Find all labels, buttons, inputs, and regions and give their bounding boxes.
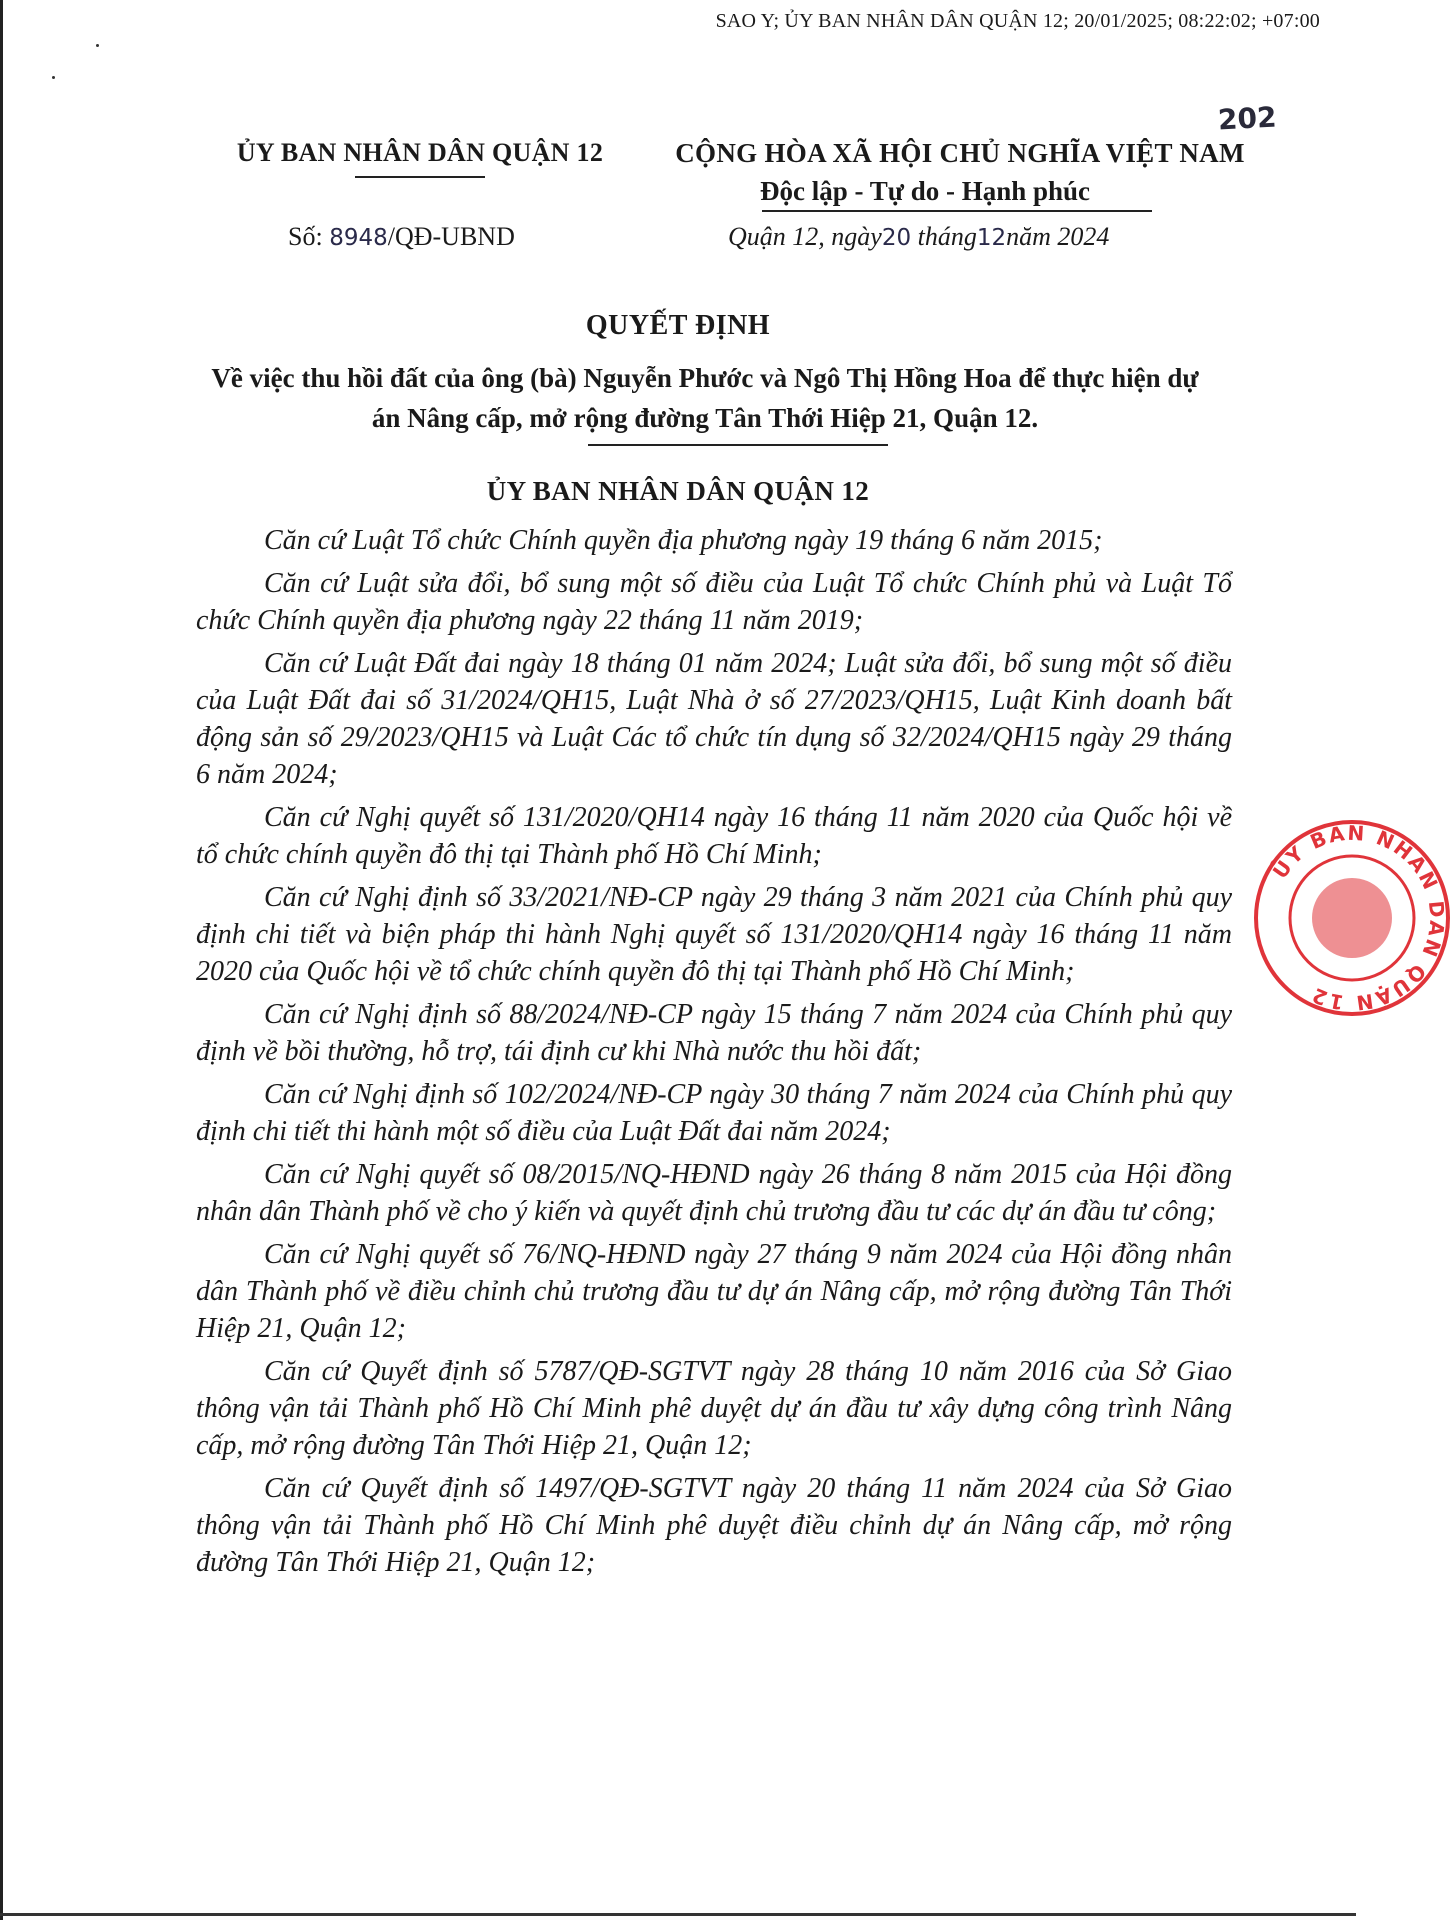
doc-number-handwritten: 8948 — [329, 225, 388, 251]
document-subject: Về việc thu hồi đất của ông (bà) Nguyễn Phước và Ngô Thị Hồng Hoa để thực hiện dự án Nâng cấp, mở rộng đường Tân Thới Hiệp 21, Quận 12. — [211, 363, 1199, 433]
doc-number-prefix: Số: — [288, 222, 323, 251]
national-motto: Độc lập - Tự do - Hạnh phúc — [760, 176, 1091, 206]
date-year: năm 2024 — [1006, 222, 1110, 251]
legal-basis-paragraph: Căn cứ Luật sửa đổi, bổ sung một số điều của Luật Tổ chức Chính phủ và Luật Tổ chức Chính quyền địa phương ngày 22 tháng 11 năm 2019; — [196, 568, 1232, 636]
motto-underline — [762, 210, 1152, 212]
national-title: CỘNG HÒA XÃ HỘI CHỦ NGHĨA VIỆT NAM — [675, 138, 1245, 168]
date-day-handwritten: 20 — [881, 225, 912, 251]
agency-name: ỦY BAN NHÂN DÂN QUẬN 12 — [236, 138, 604, 167]
scan-bottom-edge — [0, 1913, 1356, 1916]
legal-basis-paragraph: Căn cứ Nghị định số 88/2024/NĐ-CP ngày 15 tháng 7 năm 2024 của Chính phủ quy định về bồi thường, hỗ trợ, tái định cư khi Nhà nước thu hồi đất; — [196, 999, 1232, 1067]
date-month-handwritten: 12 — [976, 225, 1007, 251]
legal-basis-paragraph: Căn cứ Quyết định số 5787/QĐ-SGTVT ngày 28 tháng 10 năm 2016 của Sở Giao thông vận tải Thành phố Hồ Chí Minh phê duyệt dự án đầu tư xây dựng công trình Nâng cấp, mở rộng đường Tân Thới Hiệp 21, Quận 12; — [196, 1356, 1232, 1461]
copy-stamp: SAO Y; ỦY BAN NHÂN DÂN QUẬN 12; 20/01/2025; 08:22:02; +07:00 — [715, 10, 1320, 32]
legal-basis-paragraph: Căn cứ Nghị quyết số 131/2020/QH14 ngày 16 tháng 11 năm 2020 của Quốc hội về tổ chức chính quyền đô thị tại Thành phố Hồ Chí Minh; — [196, 802, 1232, 870]
national-block — [640, 138, 1280, 169]
date-prefix: Quận 12, ngày — [728, 222, 882, 251]
legal-basis-paragraph: Căn cứ Nghị quyết số 76/NQ-HĐND ngày 27 tháng 9 năm 2024 của Hội đồng nhân dân Thành phố về điều chỉnh chủ trương đầu tư dự án Nâng cấp, mở rộng đường Tân Thới Hiệp 21, Quận 12; — [196, 1239, 1232, 1344]
handwritten-page-mark: 202 — [1217, 100, 1278, 137]
legal-basis-paragraph: Căn cứ Nghị quyết số 08/2015/NQ-HĐND ngày 26 tháng 8 năm 2015 của Hội đồng nhân dân Thành phố về cho ý kiến và quyết định chủ trương đầu tư các dự án đầu tư công; — [196, 1159, 1232, 1227]
issuing-authority: ỦY BAN NHÂN DÂN QUẬN 12 — [486, 476, 870, 506]
legal-basis-paragraph: Căn cứ Luật Đất đai ngày 18 tháng 01 năm 2024; Luật sửa đổi, bổ sung một số điều của Luật Đất đai số 31/2024/QH15, Luật Nhà ở số 27/2023/QH15, Luật Kinh doanh bất động sản số 29/2023/QH15 và Luật Các tổ chức tín dụng số 32/2024/QH15 ngày 29 tháng 6 năm 2024; — [196, 648, 1232, 790]
document-date — [728, 222, 1109, 252]
seal-emblem — [1312, 878, 1392, 958]
legal-bases — [196, 522, 1232, 1587]
subject-underline — [588, 444, 888, 446]
legal-basis-paragraph: Căn cứ Luật Tổ chức Chính quyền địa phương ngày 19 tháng 6 năm 2015; — [264, 525, 1103, 556]
legal-basis-paragraph: Căn cứ Quyết định số 1497/QĐ-SGTVT ngày 20 tháng 11 năm 2024 của Sở Giao thông vận tải Thành phố Hồ Chí Minh phê duyệt điều chỉnh dự án Nâng cấp, mở rộng đường Tân Thới Hiệp 21, Quận 12; — [196, 1473, 1232, 1578]
agency-underline — [355, 176, 485, 178]
scan-left-edge — [0, 0, 3, 1920]
legal-basis-paragraph: Căn cứ Nghị định số 102/2024/NĐ-CP ngày 30 tháng 7 năm 2024 của Chính phủ quy định chi tiết thi hành một số điều của Luật Đất đai năm 2024; — [196, 1079, 1232, 1147]
red-seal-icon — [1252, 818, 1452, 1018]
scan-speck — [52, 76, 55, 79]
document-number — [288, 222, 515, 252]
legal-basis-paragraph: Căn cứ Nghị định số 33/2021/NĐ-CP ngày 29 tháng 3 năm 2021 của Chính phủ quy định chi tiết và biện pháp thi hành Nghị quyết số 131/2020/QH14 ngày 16 tháng 11 năm 2020 của Quốc hội về tổ chức chính quyền đô thị tại Thành phố Hồ Chí Minh; — [196, 882, 1232, 987]
doc-number-suffix: /QĐ-UBND — [387, 222, 515, 251]
agency-block — [210, 138, 630, 178]
document-title: QUYẾT ĐỊNH — [585, 310, 771, 341]
motto-block — [640, 176, 1280, 212]
scan-speck — [96, 44, 99, 47]
seal-text: ỦY BAN NHÂN DÂN QUẬN 12 — [1267, 820, 1450, 1016]
date-month-label: tháng — [917, 222, 977, 251]
